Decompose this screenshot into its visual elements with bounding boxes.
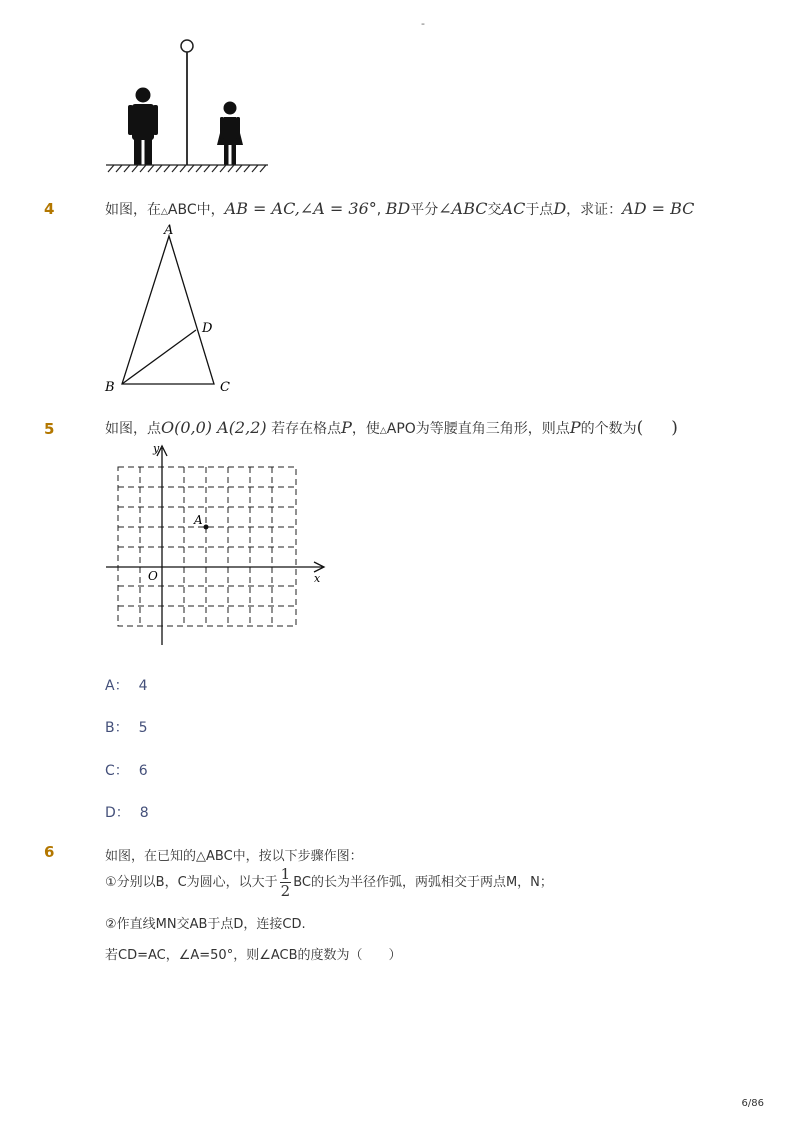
- fraction-numerator: 1: [280, 865, 291, 883]
- label-o: O: [148, 569, 158, 583]
- label-x: x: [314, 572, 321, 585]
- option-value: 8: [139, 805, 149, 821]
- q4-triangle-name: ABC中，: [167, 202, 225, 218]
- option-d[interactable]: [105, 802, 149, 822]
- option-key: B：: [105, 720, 129, 736]
- question-number-4: 4: [44, 200, 55, 218]
- option-value: 4: [138, 678, 148, 694]
- q4-mid-4: 于点: [525, 202, 554, 218]
- option-key: A：: [105, 678, 129, 694]
- dashed-grid: [118, 467, 296, 626]
- question-number-5: 5: [44, 420, 55, 438]
- question-4-text: [105, 199, 694, 219]
- q5-math-1: O(0,0) A(2,2): [161, 418, 267, 437]
- q4-math-6: AD = BC: [622, 199, 695, 218]
- q4-mid-3: 交: [487, 202, 502, 218]
- q6-line-4: 若CD=AC，∠A=50°，则∠ACB的度数为（ ）: [105, 948, 402, 963]
- pole: [181, 40, 193, 165]
- option-b[interactable]: [105, 717, 148, 737]
- q4-prefix: 如图，在: [105, 202, 161, 218]
- header-dash: -: [421, 17, 425, 30]
- q5-math-3: P: [569, 418, 581, 437]
- question-5-text: [105, 418, 678, 438]
- label-d: D: [202, 321, 213, 336]
- q4-math-5: D: [553, 199, 567, 218]
- option-key: D：: [105, 805, 130, 821]
- pole-figure: [100, 35, 280, 175]
- option-key: C：: [105, 763, 129, 779]
- q4-mid-1: ,: [376, 202, 386, 218]
- q5-mid-1: 若存在格点: [266, 421, 342, 437]
- q5-mid-2: ，使: [351, 421, 380, 437]
- q6-line-2-pre: ①分别以B，C为圆心，以大于: [105, 875, 278, 890]
- q4-math-2: BD: [385, 199, 411, 218]
- page-number: 6/86: [741, 1098, 764, 1109]
- q4-mid-5: ，求证：: [566, 202, 623, 218]
- q6-line-2: [105, 866, 553, 899]
- option-value: 5: [138, 720, 148, 736]
- label-y: y: [153, 442, 160, 455]
- fraction-denominator: 2: [280, 882, 291, 900]
- q4-math-1: AB = AC,∠A = 36°: [224, 199, 377, 218]
- point-a: [204, 525, 209, 530]
- label-b: B: [105, 380, 115, 395]
- q5-paren-open: (: [636, 418, 644, 438]
- label-c: C: [220, 380, 230, 395]
- q5-prefix: 如图，点: [105, 421, 161, 437]
- q6-line-3: ②作直线MN交AB于点D，连接CD.: [105, 917, 306, 932]
- triangle-abc: [122, 236, 214, 384]
- q4-math-4: AC: [501, 199, 526, 218]
- label-a-point: A: [194, 513, 203, 527]
- triangle-figure: [100, 222, 240, 397]
- girl-figure: [217, 102, 243, 166]
- triangle-symbol: △: [379, 426, 387, 436]
- option-a[interactable]: [105, 675, 148, 695]
- fraction-one-half: [280, 866, 292, 899]
- q5-mid-3: 的个数为: [580, 421, 637, 437]
- coordinate-grid-figure: [100, 440, 335, 650]
- label-a: A: [164, 223, 174, 238]
- man-figure: [128, 88, 158, 166]
- option-value: 6: [138, 763, 148, 779]
- q6-line-1: 如图，在已知的△ABC中，按以下步骤作图：: [105, 849, 363, 864]
- q5-paren-close: ): [671, 418, 678, 438]
- triangle-symbol: △: [161, 207, 168, 217]
- q4-mid-2: 平分: [410, 202, 439, 218]
- q4-math-3: ∠ABC: [438, 199, 488, 218]
- segment-bd: [122, 330, 196, 384]
- q5-triangle-name: APO为等腰直角三角形，则点: [386, 421, 570, 437]
- axes: [106, 446, 324, 645]
- q5-math-2: P: [341, 418, 352, 437]
- option-c[interactable]: [105, 760, 148, 780]
- q6-line-2-post: BC的长为半径作弧，两弧相交于两点M，N；: [293, 875, 553, 890]
- ground: [106, 165, 268, 172]
- question-number-6: 6: [44, 843, 55, 861]
